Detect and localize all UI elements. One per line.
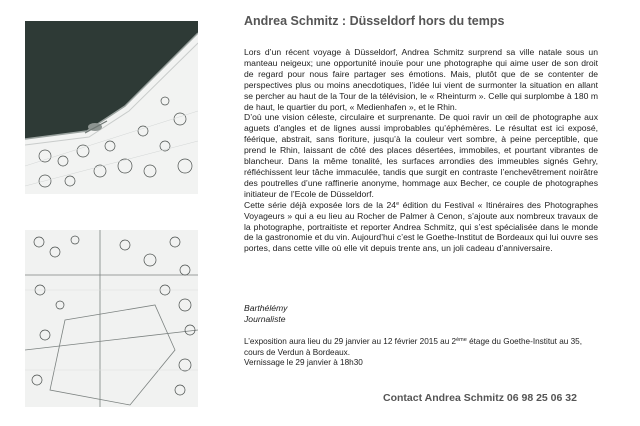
paragraph-3-start: Cette série déjà exposée lors de la 24 — [244, 199, 397, 210]
author-name: Barthélémy — [244, 303, 288, 313]
signature-block — [244, 303, 287, 325]
author-role: Journaliste — [244, 314, 286, 324]
article-paragraph-3 — [244, 200, 598, 255]
photo-rhine-aerial-image — [25, 21, 198, 194]
exhibition-floor-ordinal: ème — [456, 337, 467, 343]
exhibition-info — [244, 337, 604, 369]
article-paragraph-2: D’où une vision céleste, circulaire et surprenante. De quoi ravir un œil de photographe aux aguets d’angles et de lignes aussi improbables qu’éphémères. Le résultat est ici exposé, féérique, abstrait, sans fioriture, jusqu’à la couleur vert sombre, à peine perceptible, que prend le Rhin, laissant de côté des places désertées, immobiles, et pourtant vibrantes de blancheur. Dans la même tonalité, les surfaces arrondies des immeubles signés Gehry, réfléchissent leur tâche immaculée, tandis que surgit en contraste l’enchevêtrement noirâtre des poutrelles d’une raffinerie anonyme, hommage aux Becher, ce couple de photographes initiateur de l’Ecole de Düsseldorf. — [244, 112, 598, 199]
paragraph-3-end: édition du Festival « Itinéraires des Photographes Voyageurs » qui a eu lieu au Rocher de Palmer à Cenon, s’ajoute aux nombreux travaux de la photographe, portraitiste et reporter Andrea Schmitz, qui s’est spécialisée dans le monde de la gastronomie et du vin. Aujourd’hui c’est le Goethe-Institut de Bordeaux qui lui ouvre ses portes, dans cette ville où elle vit depuis trente ans, un joli cadeau d’anniversaire. — [244, 199, 598, 254]
exhibition-dates-end: étage du Goethe-Institut au 35, cours de Verdun à Bordeaux. — [244, 337, 582, 357]
photo-snow-park-aerial — [25, 230, 198, 407]
contact-line: Contact Andrea Schmitz 06 98 25 06 32 — [383, 392, 577, 404]
article-title: Andrea Schmitz : Düsseldorf hors du temps — [244, 14, 505, 28]
article-body — [244, 47, 598, 254]
exhibition-dates — [244, 337, 604, 358]
exhibition-dates-start: L’exposition aura lieu du 29 janvier au 12 février 2015 au 2 — [244, 337, 457, 346]
paragraph-3-ordinal: e — [396, 200, 400, 207]
article-paragraph-1: Lors d’un récent voyage à Düsseldorf, Andrea Schmitz surprend sa ville natale sous un manteau neigeux; une opportunité inouïe pour une photographe qui aime user de son droit de regard pour nous faire partager ses émotions. Mais, plutôt que de se contenter de perspectives plus ou moins anecdotiques, l’idée lui vient de surmonter la situation en allant se percher au haut de la Tour de la télévision, le « Rheinturm ». Celle qui surplombe à 180 m de haut, le quartier du port, « Medienhafen », et le Rhin. — [244, 47, 598, 112]
vernissage-info: Vernissage le 29 janvier à 18h30 — [244, 358, 363, 368]
photo-rhine-aerial — [25, 21, 198, 194]
photo-snow-park-aerial-image — [25, 230, 198, 407]
